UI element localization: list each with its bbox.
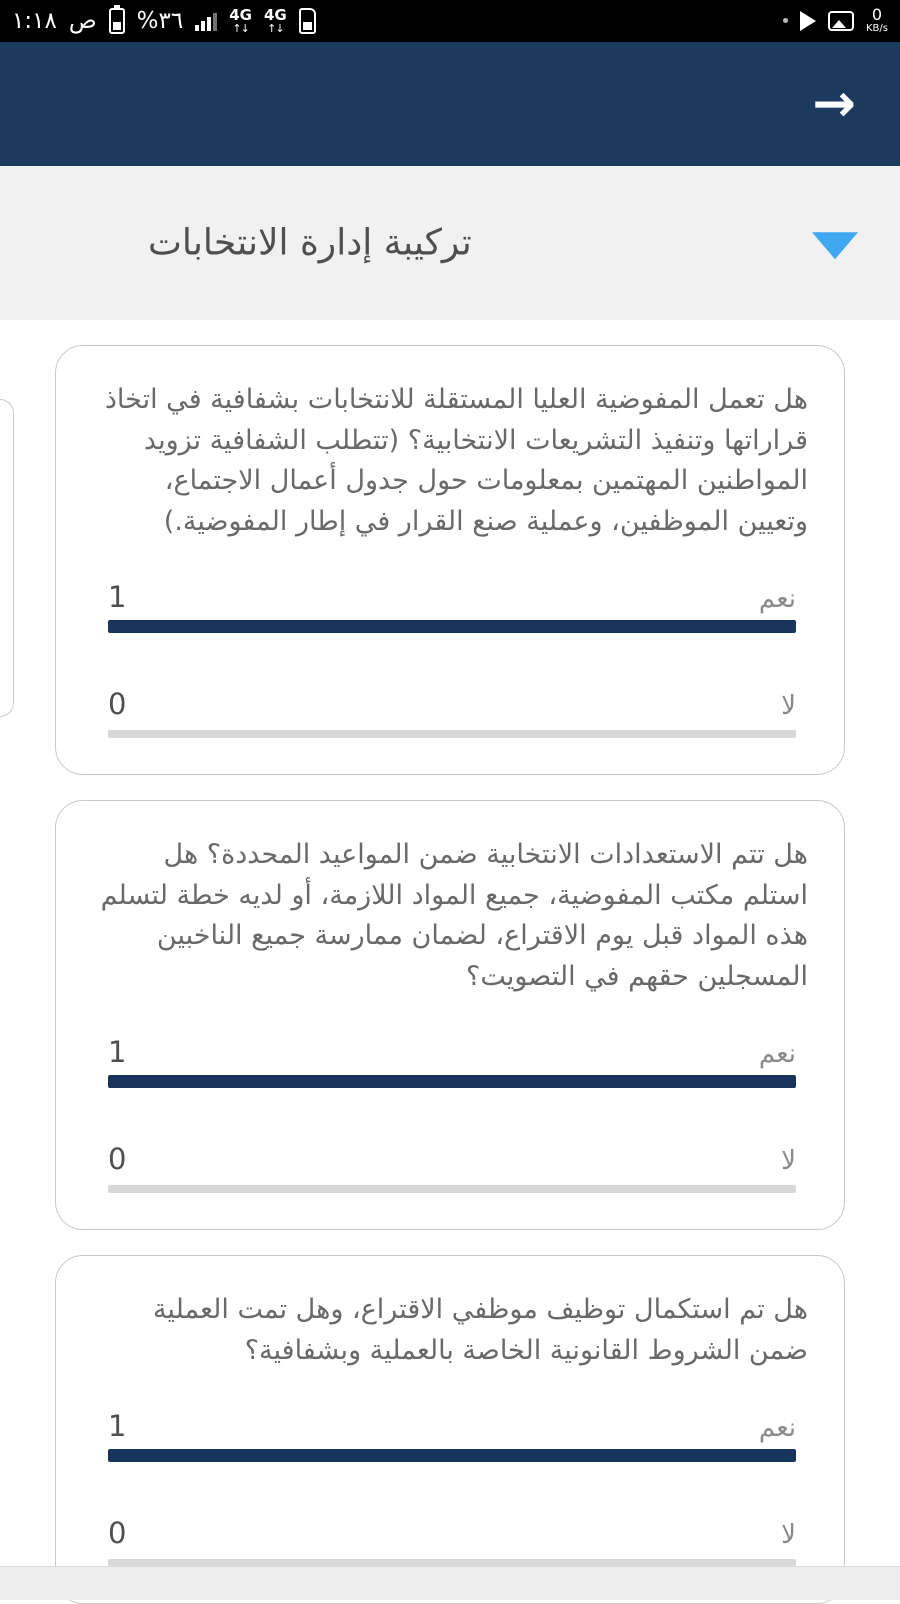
question-text: هل تتم الاستعدادات الانتخابية ضمن المواعيد المحددة؟ هل استلم مكتب المفوضية، جميع المواد اللازمة، أو لديه خطة لتسلم هذه المواد قبل يوم الاقتراع، لضمان ممارسة جميع الناخبين المسجلين حقهم في التصويت؟ [100,839,808,992]
chevron-down-icon[interactable] [812,232,858,259]
forward-arrow-icon[interactable]: → [812,74,856,134]
network-4g-icon-sim1: 4G ↑↓ [229,6,252,35]
play-store-icon [800,11,816,31]
bar-chart [92,1409,808,1567]
battery-icon [109,8,125,34]
section-title[interactable]: تركيبة إدارة الانتخابات [148,222,472,264]
bar-track [108,623,796,631]
bar-value-no: 0 [108,687,127,721]
bar-label-no: لا [781,691,796,721]
bar-value-yes: 1 [108,1409,127,1443]
data-arrows-icon: ↑↓ [232,22,249,35]
bar-fill [108,1075,796,1088]
bar-track [108,1078,796,1086]
bar-label-yes: نعم [758,1413,796,1443]
status-bar [0,0,900,42]
bar-label-yes: نعم [758,1039,796,1069]
network-speed-indicator: 0 KB/s [866,5,888,35]
bar-chart [92,580,808,738]
bar-label-yes: نعم [758,584,796,614]
section-dropdown[interactable] [0,166,900,320]
question-card [55,345,845,775]
bar-label-no: لا [781,1520,796,1550]
bar-row-yes [92,580,808,631]
app-bar [0,42,900,166]
bar-value-no: 0 [108,1516,127,1550]
bottom-band [0,1566,900,1600]
bar-row-no [92,1516,808,1567]
bar-row-yes [92,1409,808,1460]
bar-track [108,730,796,738]
bar-row-no [92,687,808,738]
previous-card-peek[interactable] [0,399,14,717]
bar-value-yes: 1 [108,580,127,614]
notification-dot-icon [783,18,788,23]
bar-track [108,1185,796,1193]
signal-bars-icon [195,11,217,31]
clock-period: ص [68,8,97,34]
bar-fill [108,620,796,633]
bar-chart [92,1035,808,1193]
question-text: هل تم استكمال توظيف موظفي الاقتراع، وهل تمت العملية ضمن الشروط القانونية الخاصة بالعملية وبشفافية؟ [152,1294,808,1366]
bar-track [108,1452,796,1460]
question-card [55,800,845,1230]
bar-label-no: لا [781,1146,796,1176]
battery-percent: %٣٦ [136,8,184,34]
question-text: هل تعمل المفوضية العليا المستقلة للانتخابات بشفافية في اتخاذ قراراتها وتنفيذ التشريعات الانتخابية؟ (تتطلب الشفافية تزويد المواطنين المهتمين بمعلومات حول جدول أعمال الاجتماع، وتعيين الموظفين، وعملية صنع القرار في إطار المفوضية.) [104,384,808,537]
clock: ١:١٨ [12,8,57,34]
screenshot-image-icon [828,11,854,31]
data-arrows-icon: ↑↓ [267,22,284,35]
bar-value-yes: 1 [108,1035,127,1069]
bar-row-no [92,1142,808,1193]
network-4g-icon-sim2: 4G ↑↓ [263,6,287,35]
bar-row-yes [92,1035,808,1086]
sim-card-icon [299,8,316,34]
survey-results-list [0,320,900,1604]
question-card [55,1255,845,1604]
bar-fill [108,1449,796,1462]
bar-value-no: 0 [108,1142,127,1176]
